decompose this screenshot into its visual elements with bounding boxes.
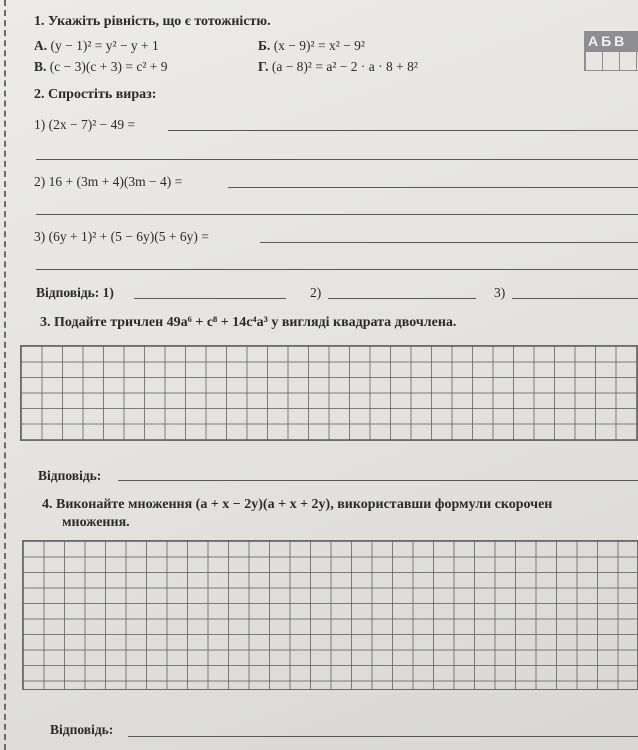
task2-answer-label: Відповідь: 1)	[36, 285, 114, 300]
option-g-label: Г.	[258, 59, 269, 74]
task3-title: 3. Подайте тричлен 49a⁶ + c⁸ + 14c⁴a³ у вигляді квадрата двочлена.	[40, 315, 457, 330]
task2-item2: 2) 16 + (3m + 4)(3m − 4) =	[34, 174, 183, 189]
task1-option-b	[258, 38, 365, 54]
option-g-text: (a − 8)² = a² − 2 · a · 8 + 8²	[271, 59, 418, 74]
task4-work-grid[interactable]	[22, 540, 638, 690]
task4-answer-label: Відповідь:	[50, 722, 114, 737]
task1-option-g	[258, 59, 418, 75]
task2-answer2-line[interactable]	[328, 298, 476, 299]
task2-title: 2. Спростіть вираз:	[34, 87, 157, 102]
option-b-text: (x − 9)² = x² − 9²	[273, 38, 365, 53]
task2-answer3-label: 3)	[494, 285, 506, 300]
task4-title-cont: множення.	[62, 515, 130, 530]
task2-item1: 1) (2x − 7)² − 49 =	[34, 117, 136, 132]
answer-box-header: АБВ	[584, 31, 638, 51]
option-v-text: (c − 3)(c + 3) = c² + 9	[49, 59, 168, 74]
task1-title: 1. Укажіть рівність, що є тотожністю.	[34, 14, 271, 29]
option-a-text: (y − 1)² = y² − y + 1	[50, 38, 159, 53]
task1-option-a	[34, 38, 159, 54]
task2-item2-answer-line[interactable]	[228, 187, 638, 188]
task2-item1-extra-line[interactable]	[36, 159, 638, 160]
answer-box	[584, 31, 638, 71]
task2-item1-answer-line[interactable]	[168, 130, 638, 131]
task4-answer-line[interactable]	[128, 736, 638, 737]
task2-answer1-line[interactable]	[134, 298, 286, 299]
option-b-label: Б.	[258, 38, 271, 53]
task2-answer3-line[interactable]	[512, 298, 638, 299]
task3-answer-line[interactable]	[118, 480, 638, 481]
task2-item2-extra-line[interactable]	[36, 214, 638, 215]
cut-line	[4, 0, 6, 750]
task3-work-grid[interactable]	[20, 345, 638, 441]
task2-item3: 3) (6y + 1)² + (5 − 6y)(5 + 6y) =	[34, 229, 209, 244]
answer-box-cells[interactable]	[584, 51, 638, 71]
task2-answer2-label: 2)	[310, 285, 322, 300]
task4-title: 4. Виконайте множення (a + x − 2y)(a + x + 2y), використавши формули скорочен	[42, 497, 553, 512]
task1-option-v	[34, 59, 167, 75]
task2-item3-extra-line[interactable]	[36, 269, 638, 270]
option-v-label: В.	[34, 59, 47, 74]
option-a-label: А.	[34, 38, 48, 53]
task2-item3-answer-line[interactable]	[260, 242, 638, 243]
task3-answer-label: Відповідь:	[38, 468, 102, 483]
